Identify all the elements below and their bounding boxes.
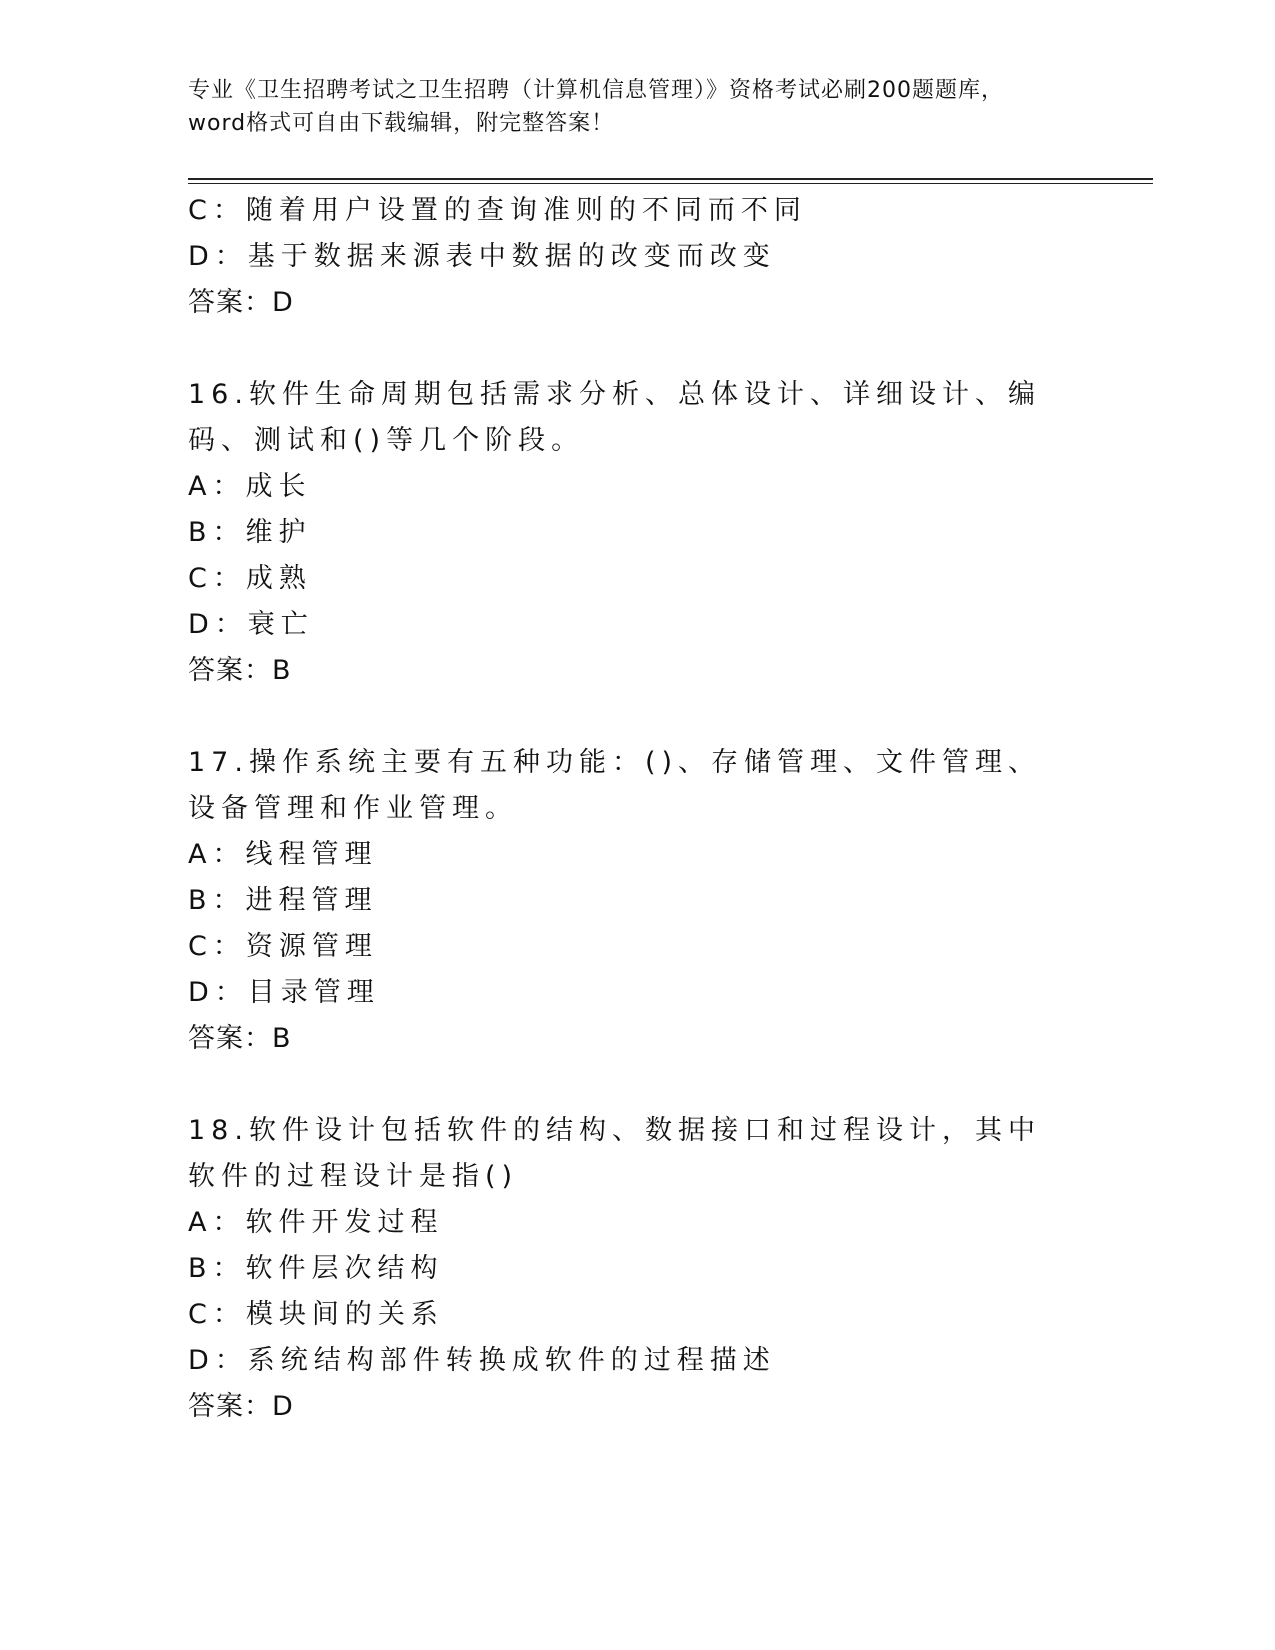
option-c: C：随着用户设置的查询准则的不同而不同 [188,195,807,226]
answer: 答案：D [188,287,294,318]
document-body [188,188,1088,1430]
header-title-line-1: 专业《卫生招聘考试之卫生招聘（计算机信息管理）》资格考试必刷200题题库， [188,78,1004,103]
option-a: A：成长 [188,471,312,502]
option-a: A：线程管理 [188,839,378,870]
answer: 答案：D [188,1391,294,1422]
page-header [188,74,1088,140]
option-c: C：模块间的关系 [188,1299,444,1330]
question-17 [188,740,1088,1062]
option-d: D：基于数据来源表中数据的改变而改变 [188,241,776,272]
question-text: 17.操作系统主要有五种功能：()、存储管理、文件管理、设备管理和作业管理。 [188,747,1042,824]
header-divider [188,178,1153,180]
question-15-tail [188,188,1088,326]
header-title-line-2: word格式可自由下载编辑，附完整答案！ [188,111,615,136]
question-16 [188,372,1088,694]
option-d: D：目录管理 [188,977,380,1008]
header-divider-thin [188,183,1153,184]
option-d: D：衰亡 [188,609,314,640]
question-text: 18.软件设计包括软件的结构、数据接口和过程设计，其中软件的过程设计是指() [188,1115,1041,1192]
question-text: 16.软件生命周期包括需求分析、总体设计、详细设计、编码、测试和()等几个阶段。 [188,379,1041,456]
answer: 答案：B [188,1023,292,1054]
question-18 [188,1108,1088,1430]
option-c: C：成熟 [188,563,312,594]
option-c: C：资源管理 [188,931,378,962]
option-b: B：软件层次结构 [188,1253,444,1284]
option-d: D：系统结构部件转换成软件的过程描述 [188,1345,776,1376]
answer: 答案：B [188,655,292,686]
option-b: B：进程管理 [188,885,378,916]
option-a: A：软件开发过程 [188,1207,444,1238]
option-b: B：维护 [188,517,312,548]
